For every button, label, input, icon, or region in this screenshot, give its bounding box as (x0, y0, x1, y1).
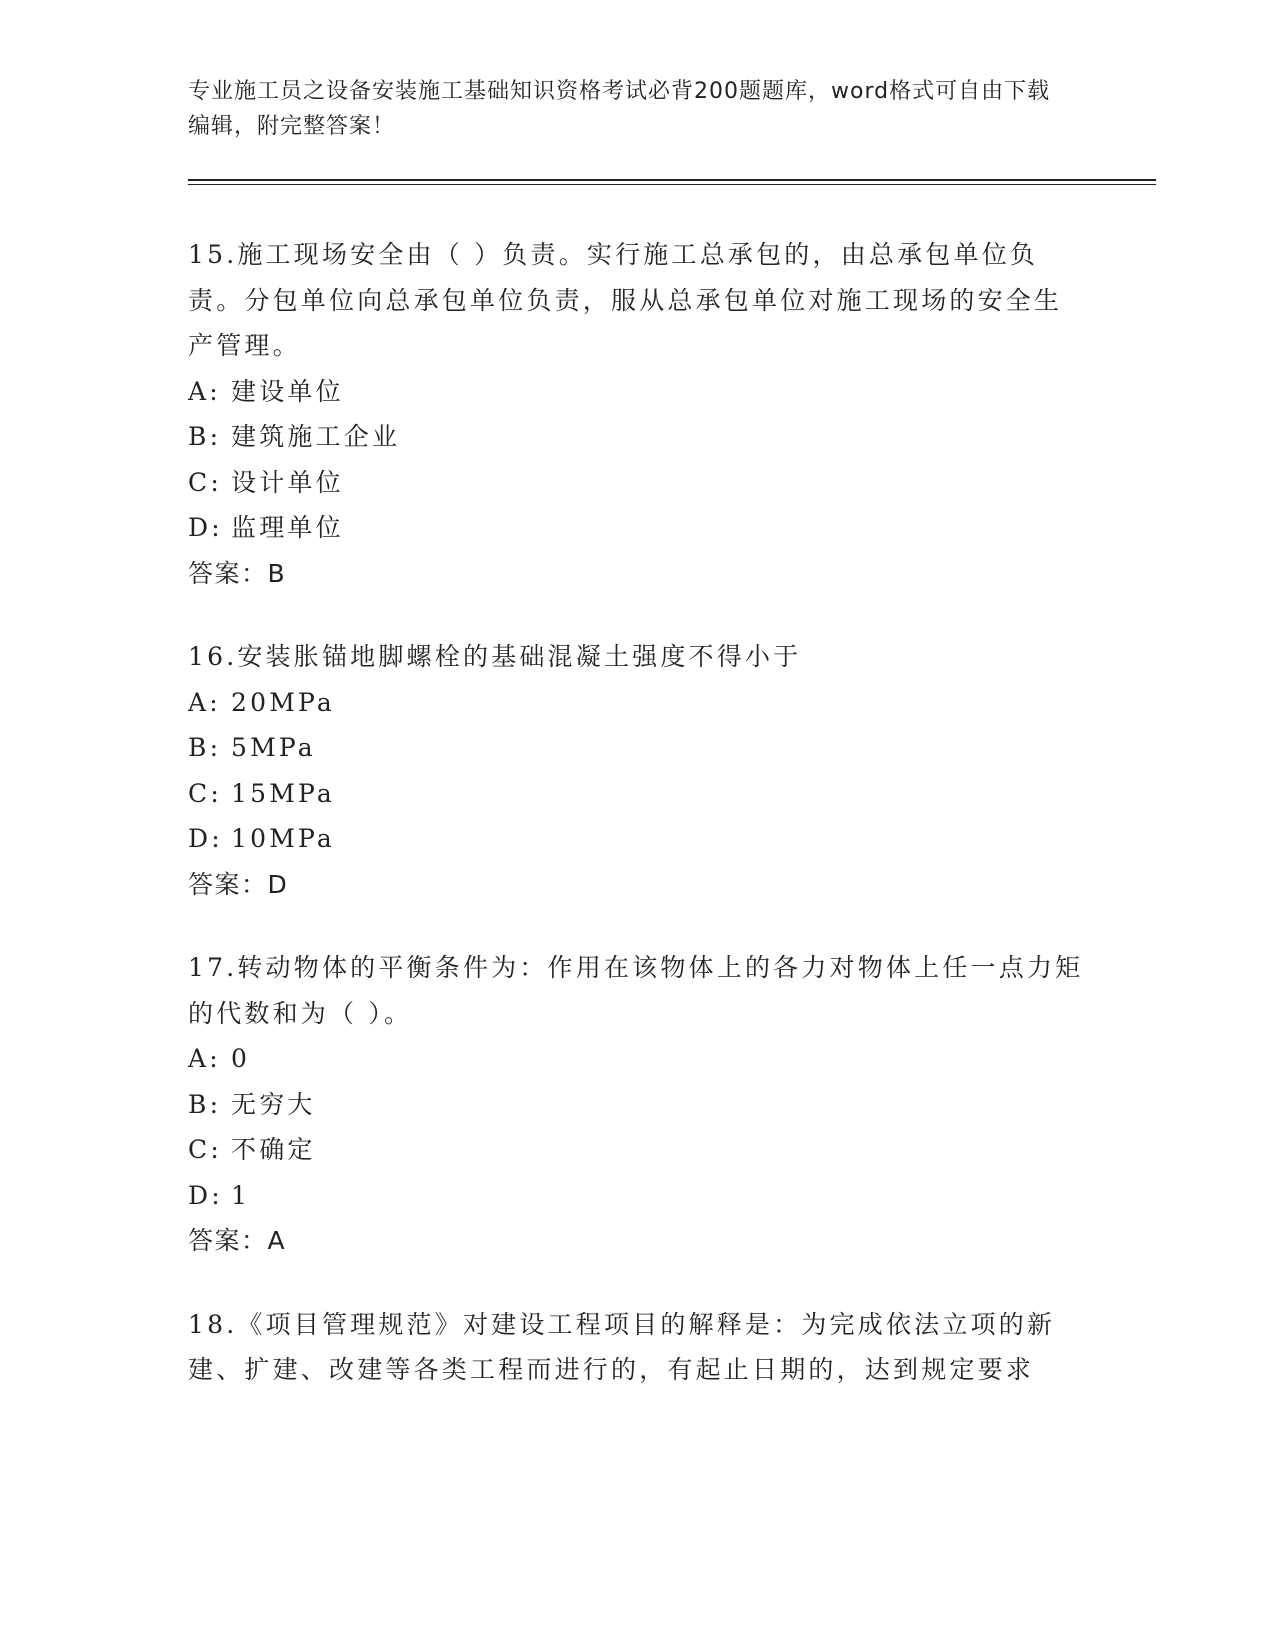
option-letter: C: (188, 467, 222, 497)
question-18 (188, 1302, 1088, 1393)
option-letter: B: (188, 733, 222, 762)
option-c (188, 460, 1088, 506)
document-header: 专业施工员之设备安装施工基础知识资格考试必背200题题库，word格式可自由下载编辑，附完整答案！ (188, 79, 1051, 139)
option-text: 不确定 (231, 1135, 316, 1164)
header-rule-thin (188, 184, 1156, 185)
option-letter: C: (188, 1135, 222, 1164)
option-c (188, 1127, 1088, 1173)
question-15 (188, 232, 1088, 596)
option-text: 1 (231, 1180, 251, 1210)
option-d (188, 1173, 1088, 1219)
option-text: 20MPa (231, 687, 336, 717)
question-17 (188, 945, 1088, 1264)
option-text: 无穷大 (231, 1089, 316, 1119)
answer-line: 答案：B (188, 558, 287, 588)
option-a (188, 369, 1088, 415)
option-text: 0 (231, 1044, 251, 1073)
option-text: 设计单位 (231, 467, 344, 497)
option-letter: B: (188, 1089, 222, 1119)
answer-line: 答案：A (188, 1226, 287, 1255)
option-letter: A: (188, 687, 221, 717)
option-d (188, 505, 1088, 551)
option-letter: C: (188, 778, 222, 808)
option-letter: A: (188, 1044, 221, 1073)
option-d (188, 816, 1088, 862)
option-letter: A: (188, 376, 221, 406)
option-b (188, 1082, 1088, 1128)
question-stem: 18.《项目管理规范》对建设工程项目的解释是：为完成依法立项的新建、扩建、改建等各类工程而进行的，有起止日期的，达到规定要求 (188, 1309, 1056, 1384)
option-a (188, 680, 1088, 726)
option-letter: D: (188, 1180, 223, 1210)
option-b (188, 414, 1088, 460)
option-text: 建设单位 (231, 376, 344, 406)
option-text: 建筑施工企业 (231, 422, 401, 451)
option-text: 5MPa (231, 733, 316, 762)
question-list (188, 232, 1088, 1431)
question-16 (188, 634, 1088, 907)
option-b (188, 725, 1088, 771)
answer-line: 答案：D (188, 869, 289, 899)
option-letter: D: (188, 824, 223, 853)
option-text: 监理单位 (231, 513, 344, 542)
option-text: 10MPa (231, 824, 336, 853)
option-c (188, 771, 1088, 817)
header-rule-thick (188, 179, 1156, 181)
question-stem: 15.施工现场安全由（ ）负责。实行施工总承包的，由总承包单位负责。分包单位向总承包单位负责，服从总承包单位对施工现场的安全生产管理。 (188, 240, 1063, 360)
option-letter: D: (188, 513, 223, 542)
question-stem: 17.转动物体的平衡条件为：作用在该物体上的各力对物体上任一点力矩的代数和为（ ）。 (188, 953, 1084, 1028)
question-stem: 16.安装胀锚地脚螺栓的基础混凝土强度不得小于 (188, 642, 802, 671)
option-text: 15MPa (231, 778, 336, 808)
option-a (188, 1036, 1088, 1082)
option-letter: B: (188, 422, 222, 451)
